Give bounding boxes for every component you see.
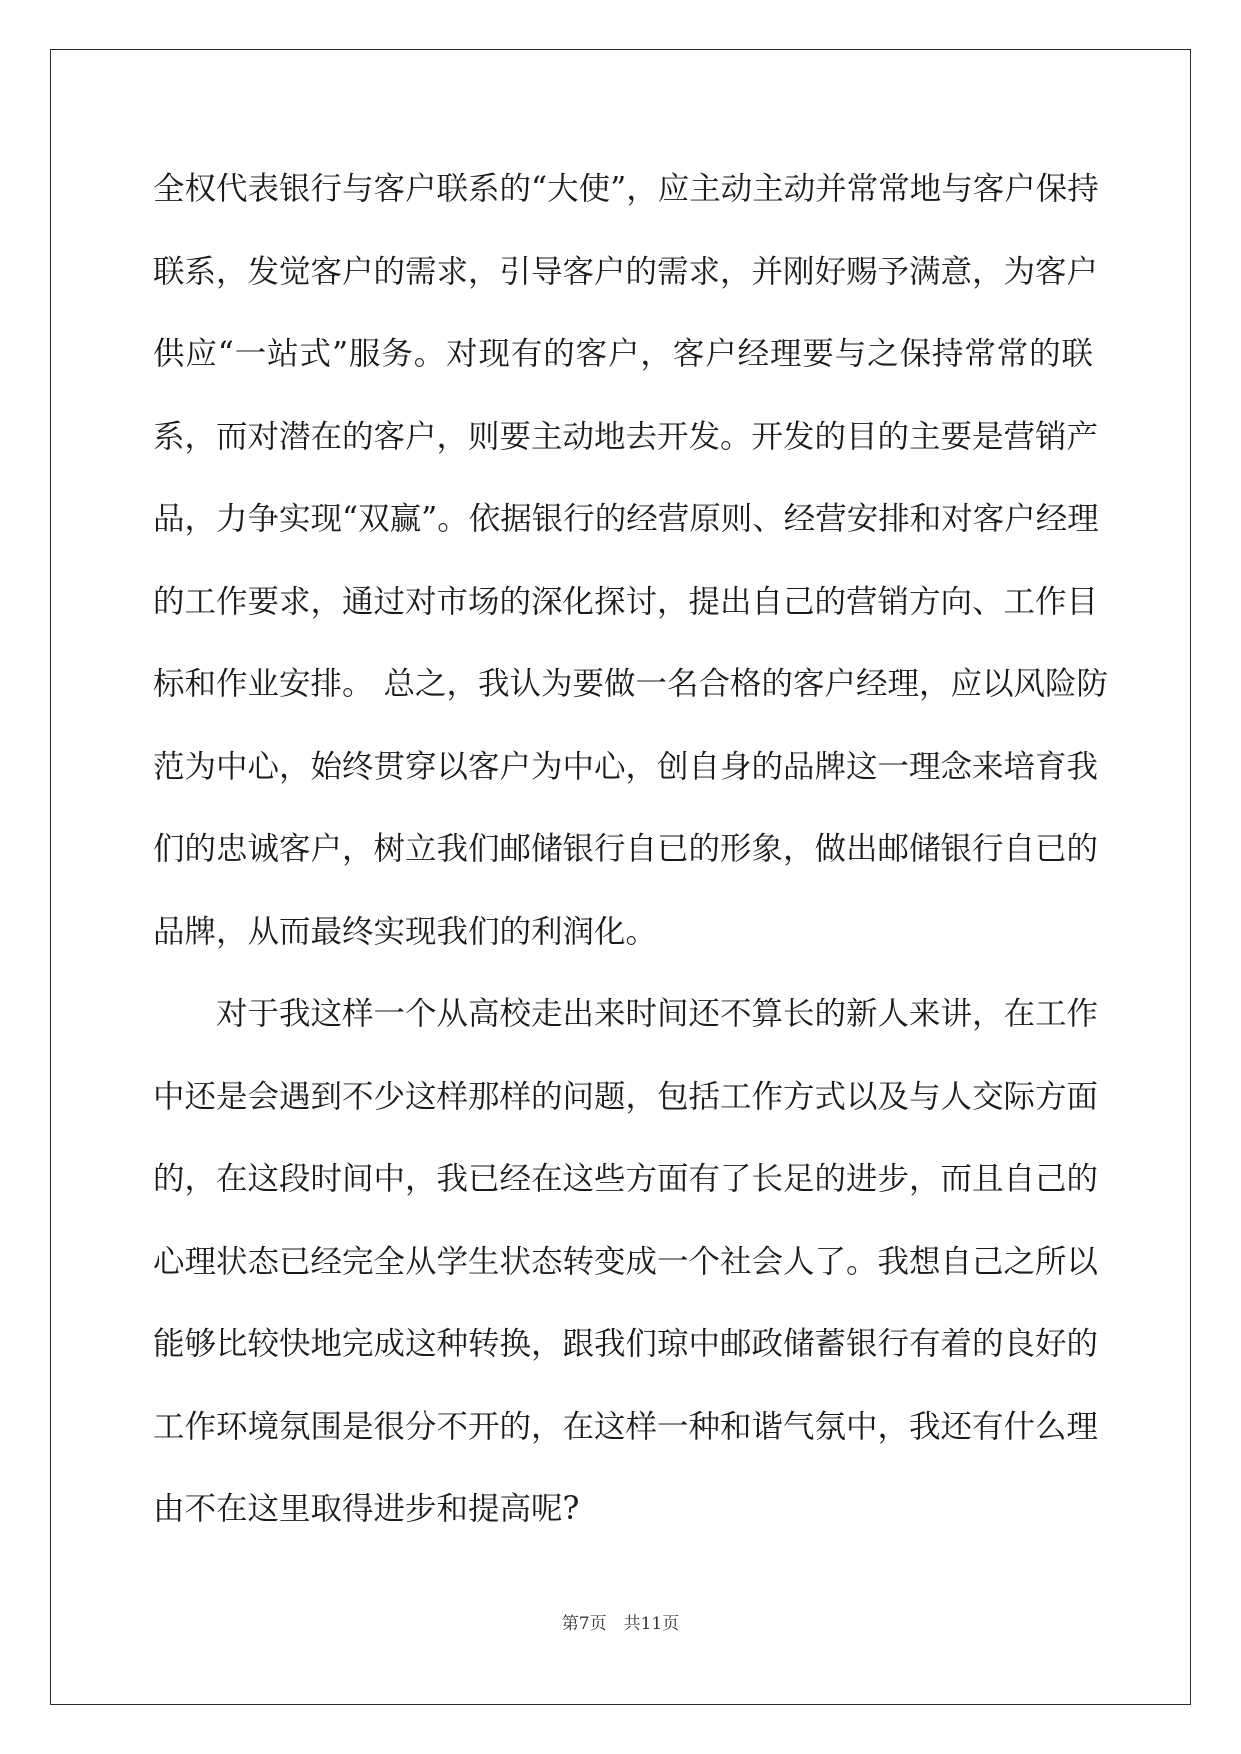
text-line: 的，在这段时间中，我已经在这些方面有了长足的进步，而且自己的 — [153, 1161, 1099, 1197]
text-line: 系，而对潜在的客户，则要主动地去开发。开发的目的主要是营销产 — [153, 418, 1099, 455]
text-line: 范为中心，始终贯穿以客户为中心，创自身的品牌这一理念来培育我 — [153, 748, 1099, 785]
text-line: 品牌，从而最终实现我们的利润化。 — [153, 913, 658, 950]
text-line: 们的忠诚客户，树立我们邮储银行自已的形象，做出邮储银行自已的 — [153, 831, 1099, 867]
text-line: 能够比较快地完成这种转换，跟我们琼中邮政储蓄银行有着的良好的 — [153, 1326, 1099, 1362]
document-body — [153, 159, 1109, 1562]
text-line: 品，力争实现“双赢”。依据银行的经营原则、经营安排和对客户经理 — [153, 501, 1099, 537]
text-line: 心理状态已经完全从学生状态转变成一个社会人了。我想自己之所以 — [153, 1243, 1099, 1280]
text-line: 供应“一站式”服务。对现有的客户，客户经理要与之保持常常的联 — [153, 336, 1093, 372]
text-line: 工作环境氛围是很分不开的，在这样一种和谐气氛中，我还有什么理 — [153, 1408, 1099, 1445]
text-line: 联系，发觉客户的需求，引导客户的需求，并刚好赐予满意，为客户 — [153, 253, 1099, 290]
text-line: 中还是会遇到不少这样那样的问题，包括工作方式以及与人交际方面 — [153, 1078, 1099, 1115]
text-line: 对于我这样一个从高校走出来时间还不算长的新人来讲，在工作 — [216, 996, 1099, 1032]
page-number-footer: 第7页 共11页 — [561, 1614, 680, 1634]
text-line: 全权代表银行与客户联系的“大使”，应主动主动并常常地与客户保持 — [153, 171, 1099, 207]
text-line: 标和作业安排。 总之，我认为要做一名合格的客户经理，应以风险防 — [153, 666, 1109, 702]
text-line: 由不在这里取得进步和提高呢? — [153, 1491, 580, 1527]
text-line: 的工作要求，通过对市场的深化探讨，提出自己的营销方向、工作目 — [153, 583, 1099, 620]
